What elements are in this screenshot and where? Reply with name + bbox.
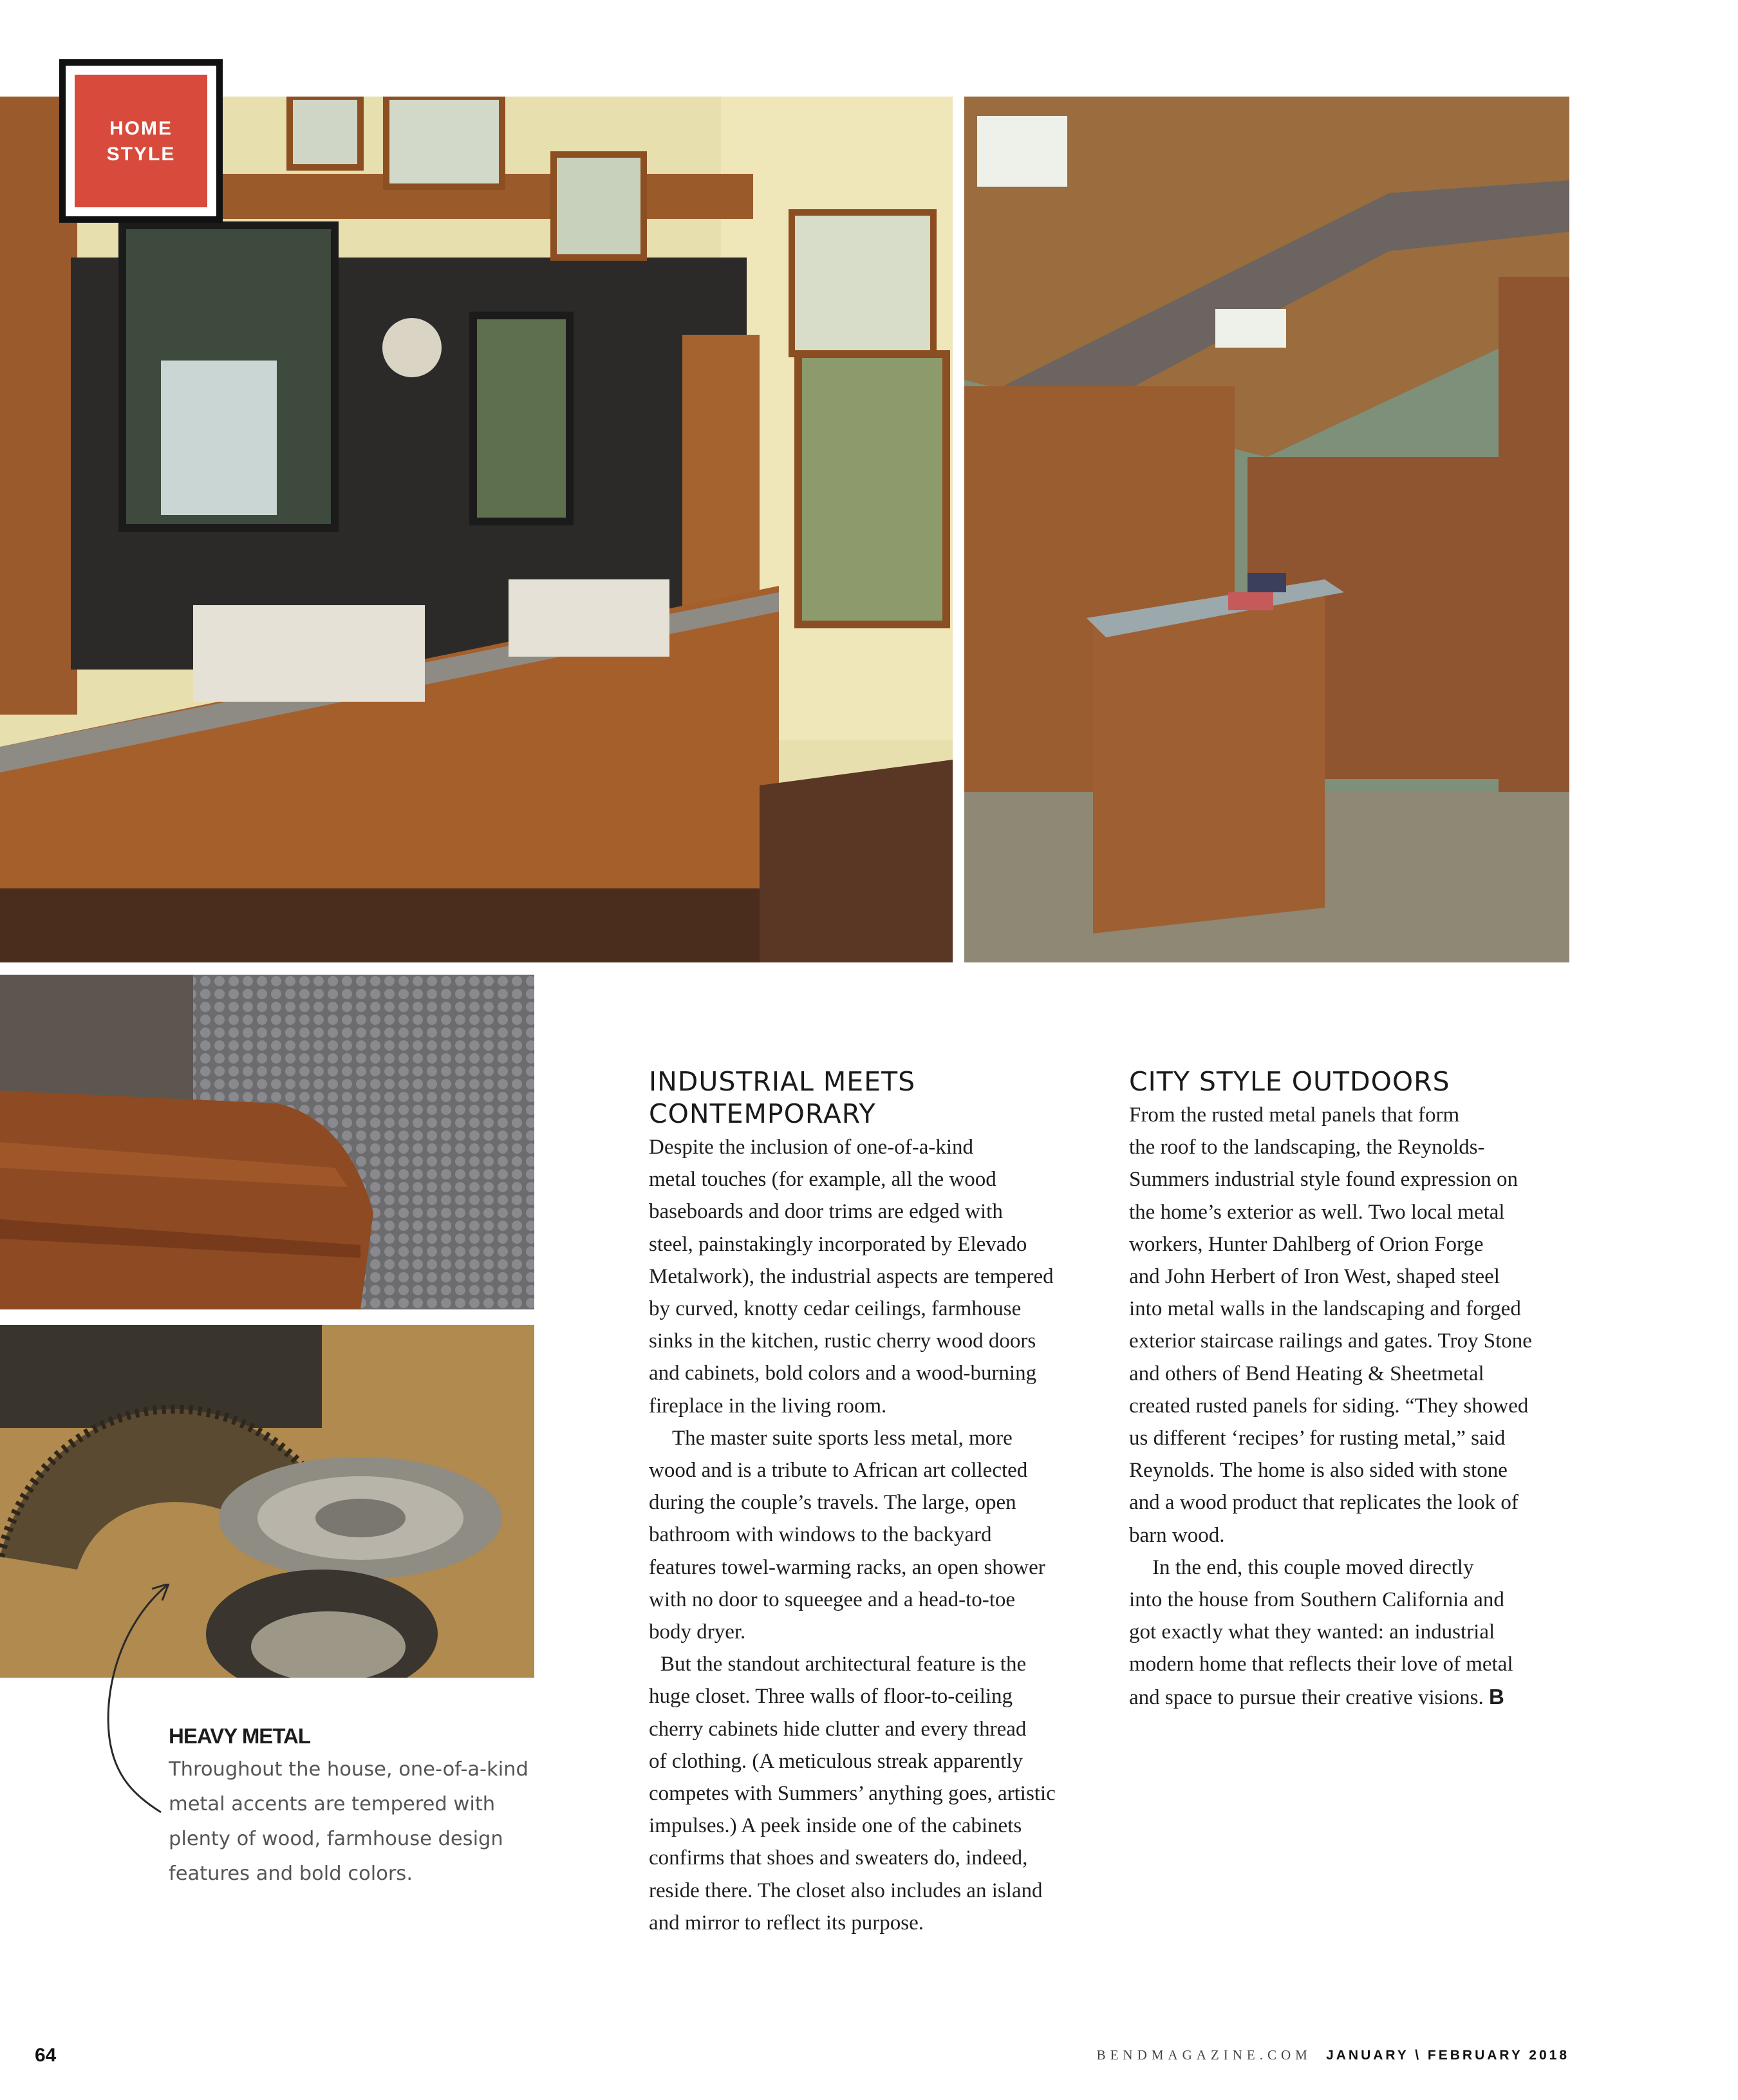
section-heading-city-style: CITY STYLE OUTDOORS <box>1129 1066 1450 1097</box>
paragraph <box>649 1131 1099 1422</box>
page-footer <box>1097 2047 1569 2063</box>
caption-title: HEAVY METAL <box>169 1724 311 1748</box>
caption-line: Throughout the house, one-of-a-kind <box>169 1758 528 1781</box>
curved-arrow-icon <box>97 1584 174 1815</box>
text-line: the roof to the landscaping, the Reynolds- <box>1129 1136 1485 1159</box>
text-line: during the couple’s travels. The large, open <box>649 1491 1016 1515</box>
text-line: impulses.) A peek inside one of the cabinets <box>649 1814 1022 1838</box>
text-line: cherry cabinets hide clutter and every thread <box>649 1717 1027 1741</box>
text-line: Reynolds. The home is also sided with stone <box>1129 1459 1508 1483</box>
paragraph <box>649 1422 1099 1648</box>
text-line: competes with Summers’ anything goes, artistic <box>649 1782 1056 1806</box>
paragraph <box>649 1648 1099 1939</box>
caption-body <box>169 1752 555 1891</box>
heading-line: CONTEMPORARY <box>649 1098 876 1129</box>
text-line: modern home that reflects their love of metal <box>1129 1653 1513 1676</box>
badge-line-2: STYLE <box>106 144 176 165</box>
text-line: Metalwork), the industrial aspects are tempered <box>649 1264 1054 1288</box>
text-line: huge closet. Three walls of floor-to-ceiling <box>649 1685 1013 1709</box>
end-mark-icon: B <box>1489 1684 1504 1709</box>
text-line: barn wood. <box>1129 1523 1225 1547</box>
text-line: Despite the inclusion of one-of-a-kind <box>649 1136 974 1159</box>
caption-line: metal accents are tempered with <box>169 1793 496 1815</box>
text-line: metal touches (for example, all the wood <box>649 1168 996 1192</box>
text-line: with no door to squeegee and a head-to-toe <box>649 1588 1016 1611</box>
bathroom-vanity-photo <box>0 97 953 962</box>
badge-line-1: HOME <box>109 118 173 139</box>
text-line: the home’s exterior as well. Two local metal <box>1129 1200 1505 1224</box>
text-line: and a wood product that replicates the look of <box>1129 1491 1518 1515</box>
text-line: exterior staircase railings and gates. Troy Stone <box>1129 1329 1532 1353</box>
walk-in-closet-photo <box>964 97 1569 962</box>
floor-detail-photo <box>0 975 534 1309</box>
text-line: and others of Bend Heating & Sheetmetal <box>1129 1362 1484 1385</box>
article-column-1 <box>649 1065 1099 1939</box>
text-line: From the rusted metal panels that form <box>1129 1103 1460 1127</box>
paragraph <box>1129 1099 1580 1552</box>
paragraph <box>1129 1552 1580 1714</box>
text-line: But the standout architectural feature is the <box>660 1653 1027 1676</box>
metal-detail-photo <box>0 1325 534 1678</box>
text-line: by curved, knotty cedar ceilings, farmhouse <box>649 1297 1022 1321</box>
photo-caption <box>169 1720 555 1891</box>
text-line: sinks in the kitchen, rustic cherry wood doors <box>649 1329 1036 1353</box>
text-line: into metal walls in the landscaping and forged <box>1129 1297 1521 1321</box>
text-line: got exactly what they wanted: an industrial <box>1129 1620 1495 1644</box>
text-line: features towel-warming racks, an open shower <box>649 1555 1045 1579</box>
text-line: baseboards and door trims are edged with <box>649 1200 1003 1224</box>
text-line: created rusted panels for siding. “They showed <box>1129 1394 1529 1418</box>
text-line: wood and is a tribute to African art collected <box>649 1459 1028 1483</box>
text-line: Summers industrial style found expression on <box>1129 1168 1518 1192</box>
text-line: and space to pursue their creative visions. <box>1129 1685 1484 1709</box>
text-line: and mirror to reflect its purpose. <box>649 1911 924 1935</box>
text-line: body dryer. <box>649 1620 746 1644</box>
section-heading-industrial <box>649 1065 1099 1130</box>
section-badge <box>59 59 223 223</box>
text-line-last <box>1129 1681 1580 1714</box>
text-line: workers, Hunter Dahlberg of Orion Forge <box>1129 1232 1484 1256</box>
caption-line: features and bold colors. <box>169 1862 413 1885</box>
footer-issue: JANUARY \ FEBRUARY 2018 <box>1326 2048 1569 2063</box>
text-line: bathroom with windows to the backyard <box>649 1523 992 1547</box>
text-line: The master suite sports less metal, more <box>672 1426 1013 1450</box>
text-line: steel, painstakingly incorporated by Elevado <box>649 1232 1027 1256</box>
text-line: and John Herbert of Iron West, shaped steel <box>1129 1265 1500 1289</box>
article-column-2 <box>1129 1065 1580 1714</box>
text-line: fireplace in the living room. <box>649 1394 887 1418</box>
text-line: reside there. The closet also includes an island <box>649 1879 1043 1902</box>
page-number: 64 <box>35 2045 57 2066</box>
text-line: into the house from Southern California and <box>1129 1588 1504 1612</box>
text-line: confirms that shoes and sweaters do, indeed, <box>649 1846 1028 1870</box>
footer-site: BENDMAGAZINE.COM <box>1096 2047 1312 2063</box>
text-line: and cabinets, bold colors and a wood-burning <box>649 1362 1037 1385</box>
heading-line: INDUSTRIAL MEETS <box>649 1066 916 1097</box>
text-line: In the end, this couple moved directly <box>1152 1555 1474 1579</box>
caption-line: plenty of wood, farmhouse design <box>169 1828 503 1850</box>
text-line: of clothing. (A meticulous streak apparently <box>649 1749 1023 1773</box>
text-line: us different ‘recipes’ for rusting metal,” said <box>1129 1427 1506 1450</box>
